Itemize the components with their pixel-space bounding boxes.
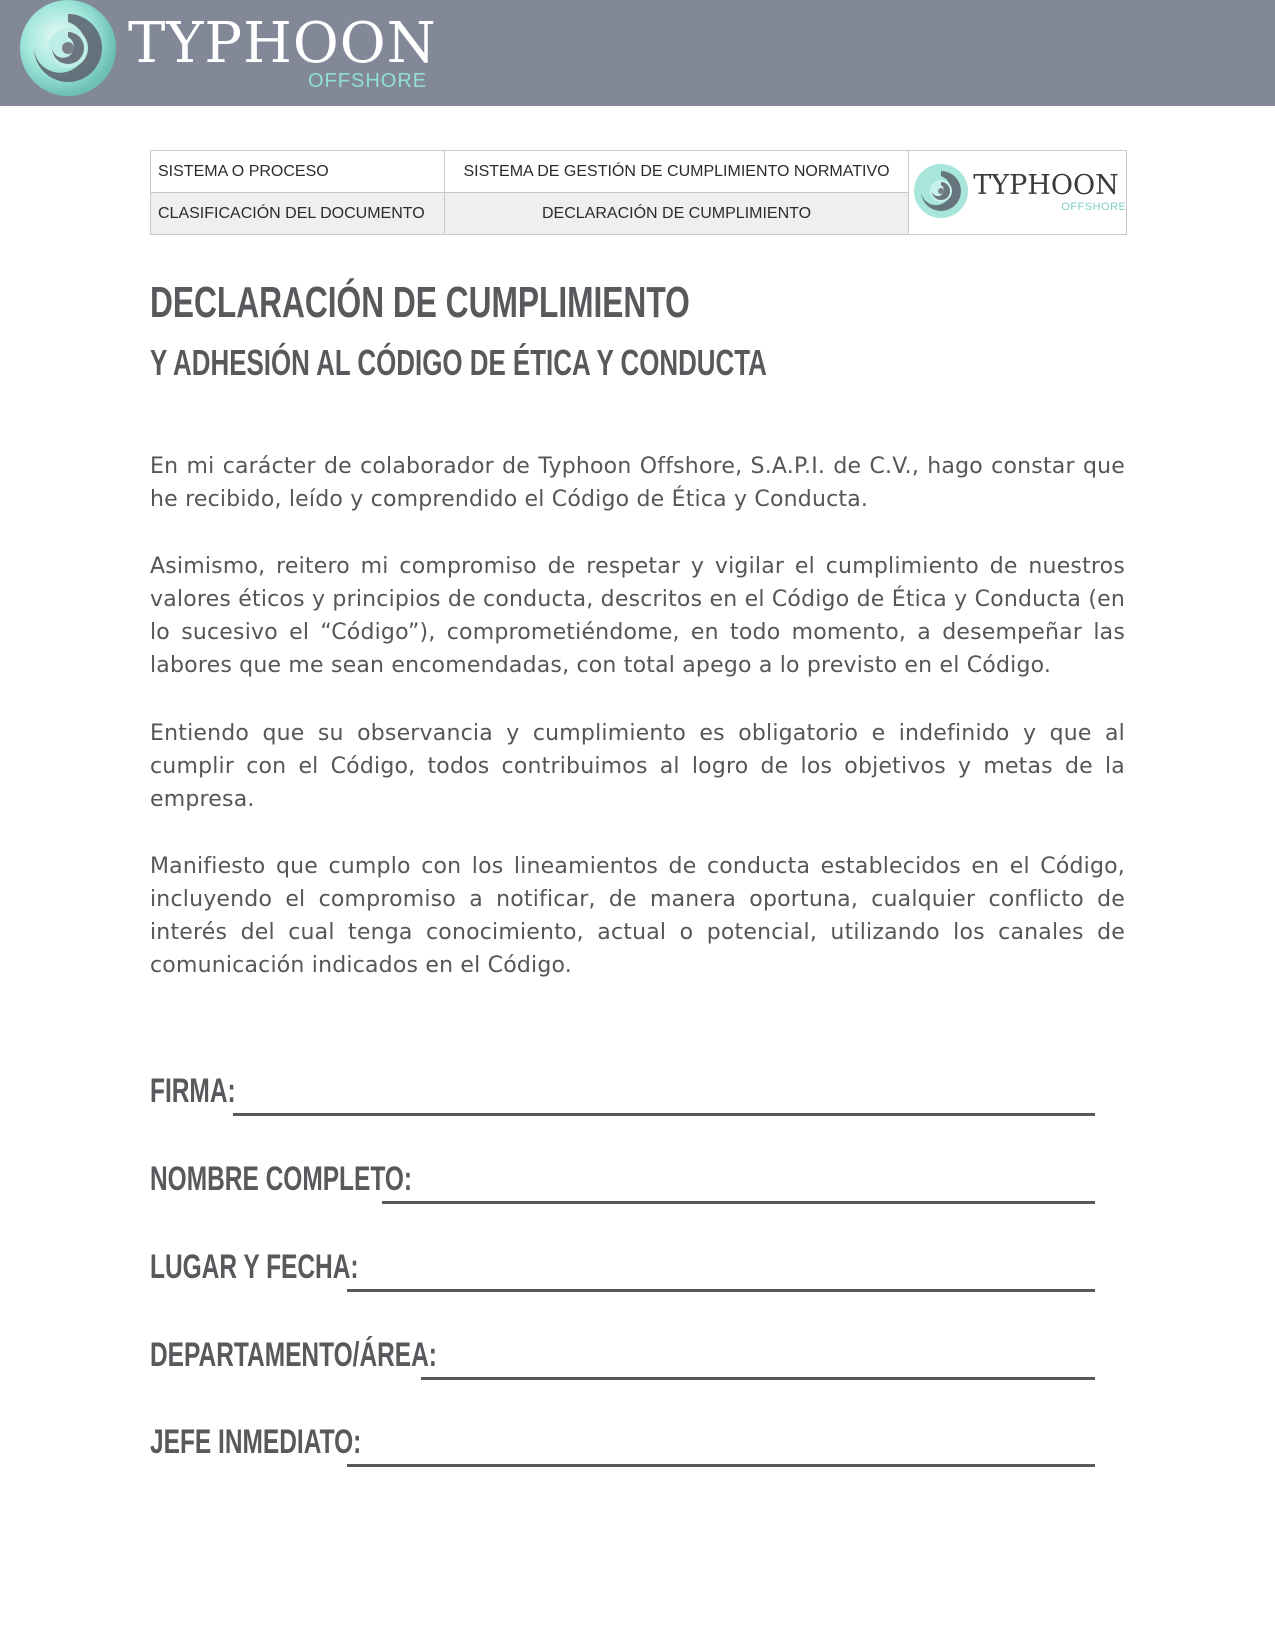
department-label: DEPARTAMENTO/ÁREA: — [150, 1336, 437, 1374]
place-date-label: LUGAR Y FECHA: — [150, 1248, 359, 1286]
department-field[interactable] — [150, 1336, 1095, 1380]
table-row — [151, 151, 1127, 193]
full-name-field[interactable] — [150, 1160, 1095, 1204]
paragraph-4: Manifiesto que cumplo con los lineamientos de conducta establecidos en el Código, incluyendo el compromiso a notificar, de manera oportuna, cualquier conflicto de interés del cual tenga conocimiento, actual o potencial, utilizando los canales de comunicación indicados en el Código. — [150, 854, 1125, 978]
header-band — [0, 0, 1275, 106]
paragraph-3: Entiendo que su observancia y cumplimiento es obligatorio e indefinido y que al cumplir con el Código, todos contribuimos al logro de los objetivos y metas de la empresa. — [150, 721, 1125, 812]
department-line[interactable] — [421, 1377, 1095, 1380]
paragraph-2: Asimismo, reitero mi compromiso de respetar y vigilar el cumplimiento de nuestros valores éticos y principios de conducta, descritos en el Código de Ética y Conducta (en lo sucesivo el “Código”), comprometiéndome, en todo momento, a desempeñar las labores que me sean encomendadas, con total apego a lo previsto en el Código. — [150, 554, 1125, 678]
full-name-line[interactable] — [382, 1201, 1095, 1204]
typhoon-swirl-logo-icon — [913, 163, 969, 219]
system-value: SISTEMA DE GESTIÓN DE CUMPLIMIENTO NORMATIVO — [444, 151, 909, 193]
typhoon-swirl-logo-icon — [18, 0, 128, 98]
classification-label: CLASIFICACIÓN DEL DOCUMENTO — [151, 193, 445, 235]
place-date-line[interactable] — [347, 1289, 1095, 1292]
signature-line[interactable] — [233, 1113, 1095, 1116]
supervisor-label: JEFE INMEDIATO: — [150, 1423, 362, 1461]
supervisor-line[interactable] — [347, 1464, 1095, 1467]
paragraph-1: En mi carácter de colaborador de Typhoon Offshore, S.A.P.I. de C.V., hago constar que he recibido, leído y comprendido el Código de Ética y Conducta. — [150, 454, 1125, 512]
classification-value: DECLARACIÓN DE CUMPLIMIENTO — [444, 193, 909, 235]
document-info-table — [150, 150, 1127, 235]
document-title: DECLARACIÓN DE CUMPLIMIENTO — [150, 278, 690, 327]
place-date-field[interactable] — [150, 1248, 1095, 1292]
signature-field[interactable] — [150, 1072, 1095, 1116]
document-subtitle: Y ADHESIÓN AL CÓDIGO DE ÉTICA Y CONDUCTA — [150, 342, 767, 383]
system-label: SISTEMA O PROCESO — [151, 151, 445, 193]
brand-wordmark: TYPHOON — [128, 11, 437, 76]
full-name-label: NOMBRE COMPLETO: — [150, 1160, 413, 1198]
signature-label: FIRMA: — [150, 1072, 236, 1110]
brand-subtitle: OFFSHORE — [308, 70, 428, 92]
supervisor-field[interactable] — [150, 1423, 1095, 1467]
table-brand-wordmark: TYPHOON — [973, 170, 1119, 201]
table-logo-cell — [909, 151, 1127, 235]
table-brand-subtitle: OFFSHORE — [1061, 201, 1127, 213]
